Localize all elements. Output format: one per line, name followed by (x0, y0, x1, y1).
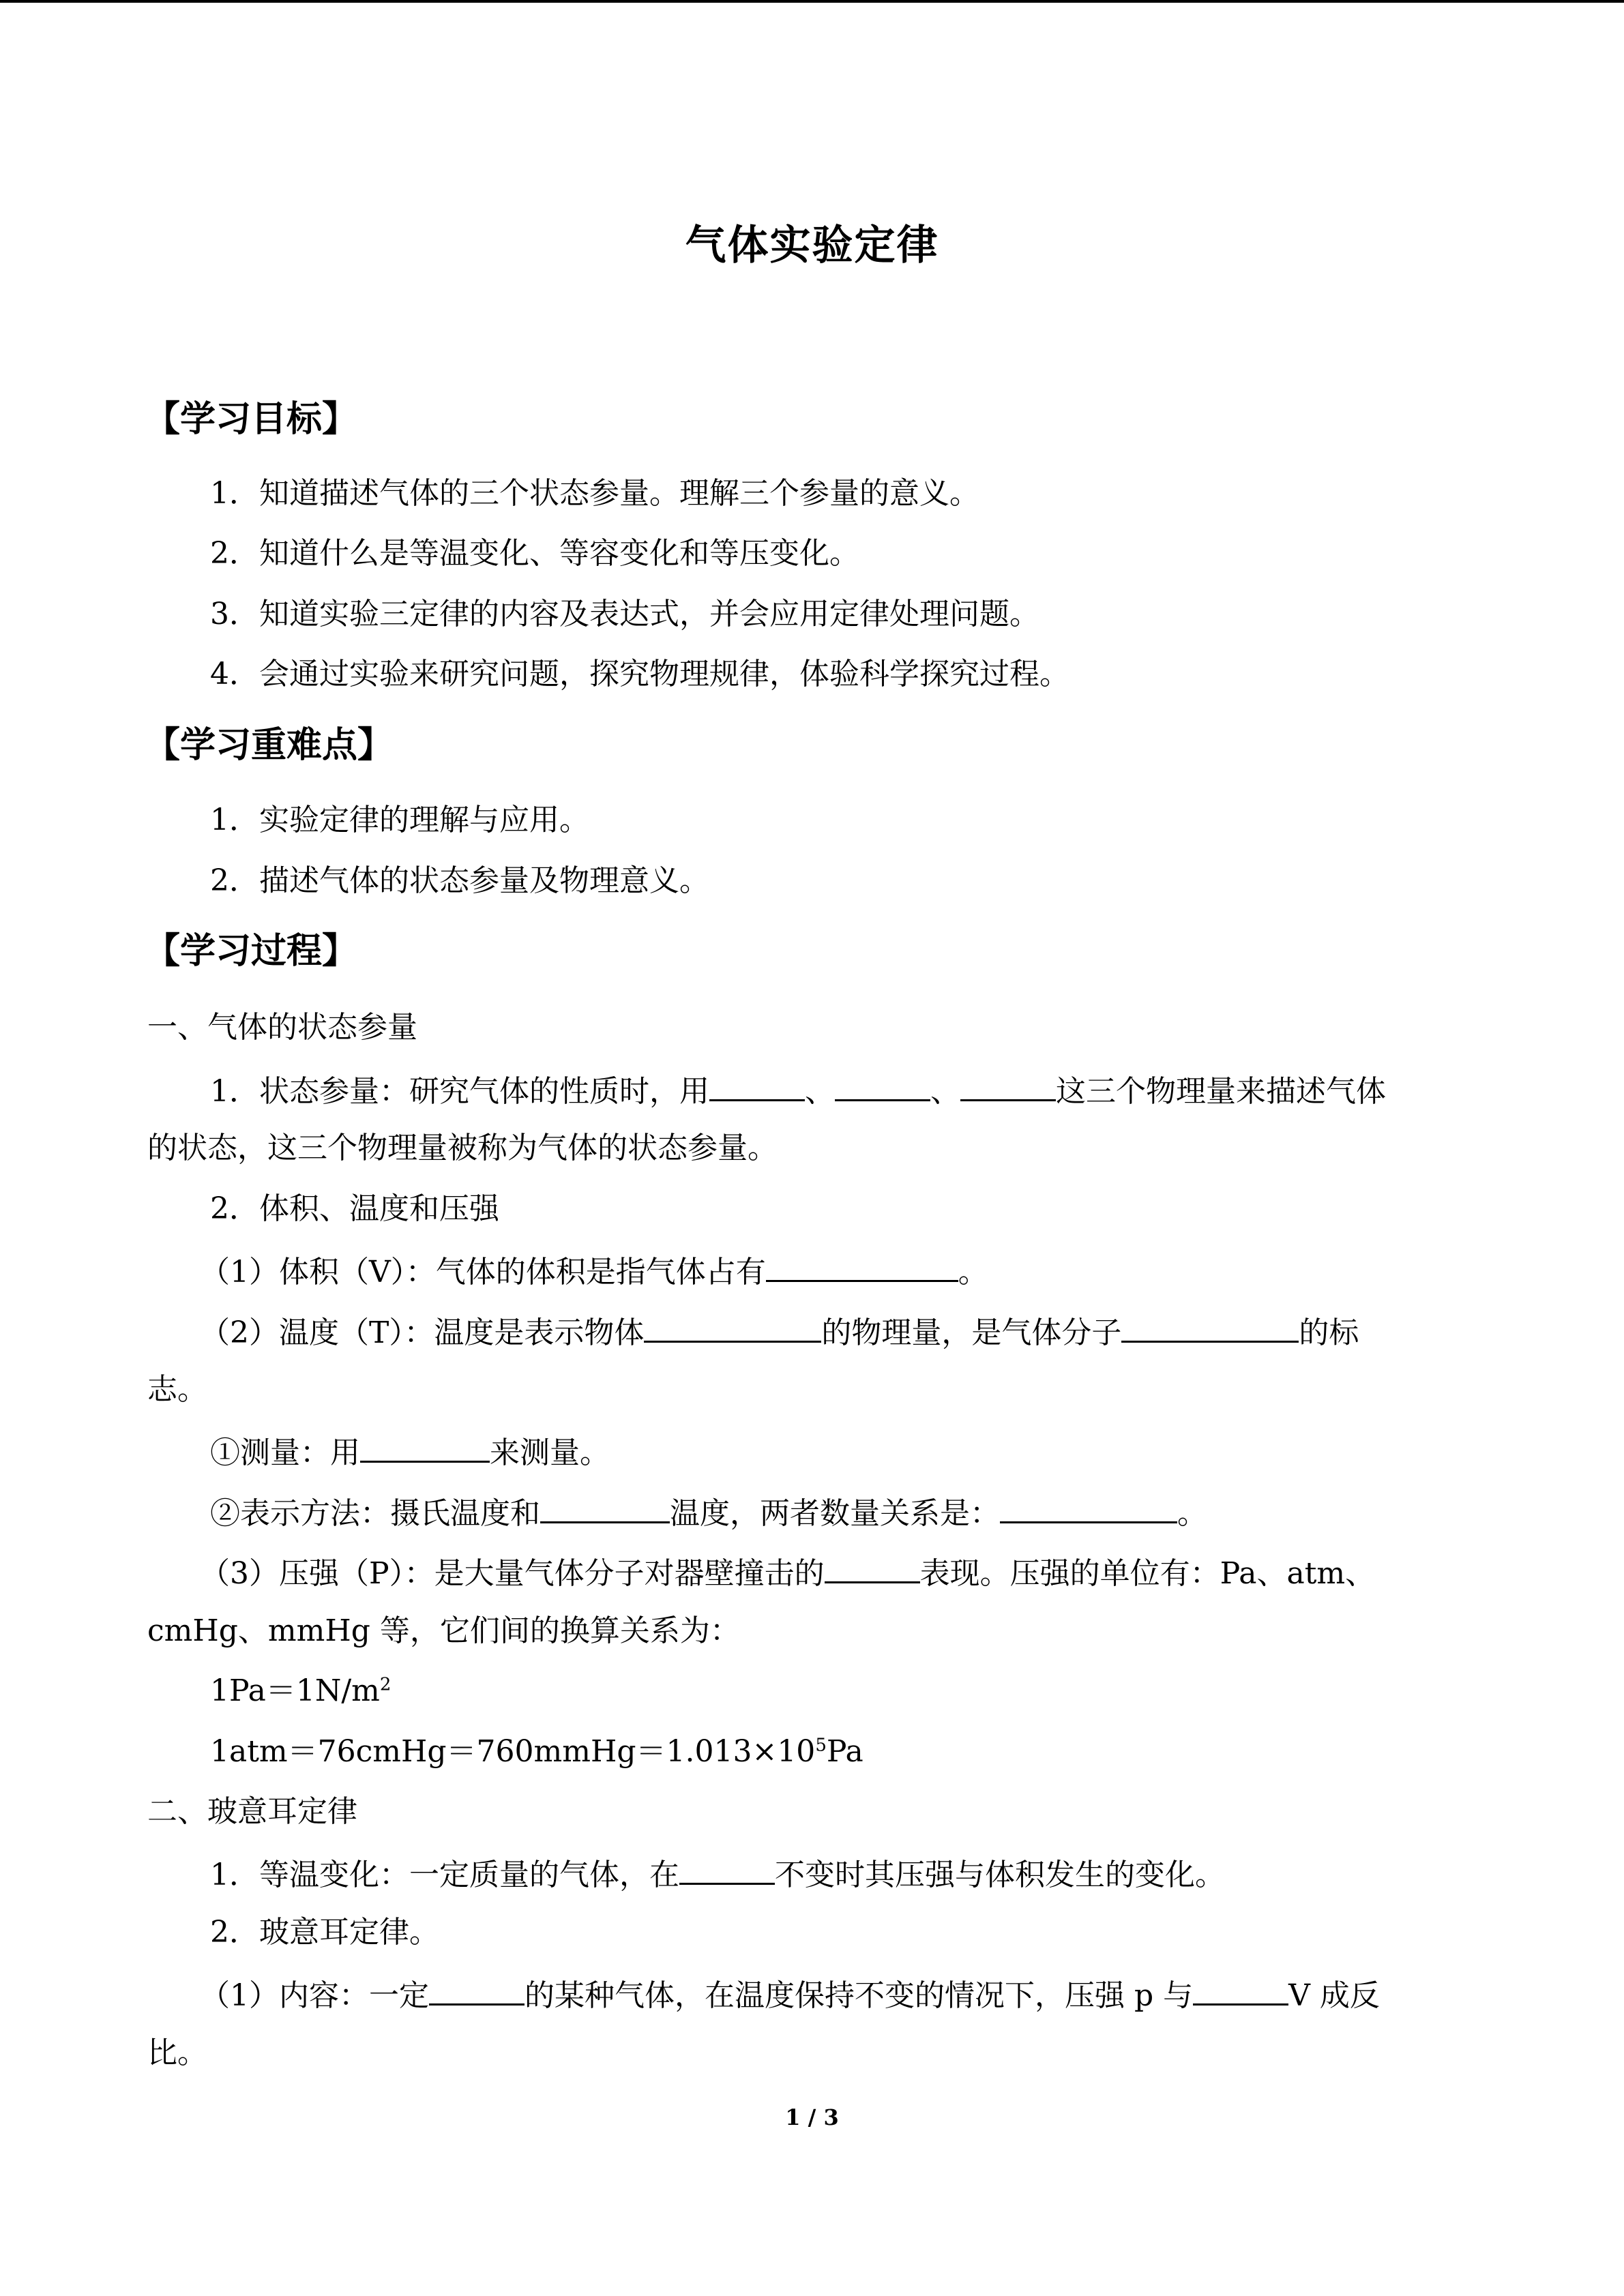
keypoint-item-1: 1．实验定律的理解与应用。 (210, 803, 589, 837)
heading-keypoints: 【学习重难点】 (145, 725, 394, 766)
fill-blank[interactable] (1193, 1975, 1288, 2006)
paragraph-boyle-law: 2．玻意耳定律。 (210, 1915, 439, 1950)
fill-blank[interactable] (1000, 1493, 1177, 1523)
fill-blank[interactable] (835, 1071, 930, 1101)
paragraph-measure: ①测量：用 来测量。 (210, 1432, 610, 1472)
fill-blank[interactable] (960, 1071, 1056, 1101)
fill-blank[interactable] (429, 1975, 525, 2006)
fill-blank[interactable] (679, 1854, 775, 1885)
heading-process: 【学习过程】 (145, 931, 358, 972)
fill-blank[interactable] (360, 1432, 490, 1463)
section-2-title: 二、玻意耳定律 (147, 1794, 357, 1829)
paragraph-isothermal: 1．等温变化：一定质量的气体，在 不变时其压强与体积发生的变化。 (210, 1854, 1225, 1894)
page-title: 气体实验定律 (685, 222, 939, 269)
fill-blank[interactable] (1121, 1312, 1299, 1343)
fill-blank[interactable] (540, 1493, 670, 1523)
objective-item-2: 2．知道什么是等温变化、等容变化和等压变化。 (210, 536, 859, 571)
fill-blank[interactable] (825, 1553, 920, 1583)
fill-blank[interactable] (766, 1251, 958, 1282)
paragraph-volume: （1）体积（V）：气体的体积是指气体占有 。 (200, 1251, 988, 1291)
paragraph-boyle-content-cont: 比。 (147, 2036, 207, 2070)
paragraph-representation: ②表示方法：摄氏温度和 温度，两者数量关系是： 。 (210, 1493, 1207, 1532)
page-number: 1 / 3 (785, 2104, 839, 2130)
paragraph-pressure: （3）压强（P）：是大量气体分子对器壁撞击的 表现。压强的单位有：Pa、atm、 (200, 1553, 1375, 1592)
paragraph-temperature: （2）温度（T）：温度是表示物体 的物理量，是气体分子 的标 (200, 1312, 1359, 1352)
paragraph-temperature-cont: 志。 (147, 1372, 207, 1407)
paragraph-state-params: 1．状态参量：研究气体的性质时，用 、 、 这三个物理量来描述气体 (210, 1071, 1386, 1110)
paragraph-state-params-cont: 的状态，这三个物理量被称为气体的状态参量。 (147, 1131, 778, 1165)
formula-atm: $1atm=76cmHg=760mmHg=1.013\times 10^5Pa$ (210, 1734, 863, 1769)
heading-objectives: 【学习目标】 (145, 399, 358, 440)
objective-item-1: 1．知道描述气体的三个状态参量。理解三个参量的意义。 (210, 476, 979, 511)
section-1-title: 一、气体的状态参量 (147, 1010, 417, 1045)
fill-blank[interactable] (709, 1071, 805, 1101)
fill-blank[interactable] (644, 1312, 821, 1343)
keypoint-item-2: 2．描述气体的状态参量及物理意义。 (210, 863, 709, 898)
paragraph-vtp: 2．体积、温度和压强 (210, 1191, 499, 1226)
formula-pa: $1Pa=1N/m^2$ (210, 1673, 392, 1708)
objective-item-4: 4．会通过实验来研究问题，探究物理规律，体验科学探究过程。 (210, 657, 1069, 691)
objective-item-3: 3．知道实验三定律的内容及表达式，并会应用定律处理问题。 (210, 597, 1039, 631)
paragraph-boyle-content: （1）内容：一定 的某种气体，在温度保持不变的情况下，压强 p 与 V 成反 (200, 1975, 1380, 2014)
paragraph-pressure-cont: cmHg、mmHg 等，它们间的换算关系为： (147, 1613, 740, 1648)
